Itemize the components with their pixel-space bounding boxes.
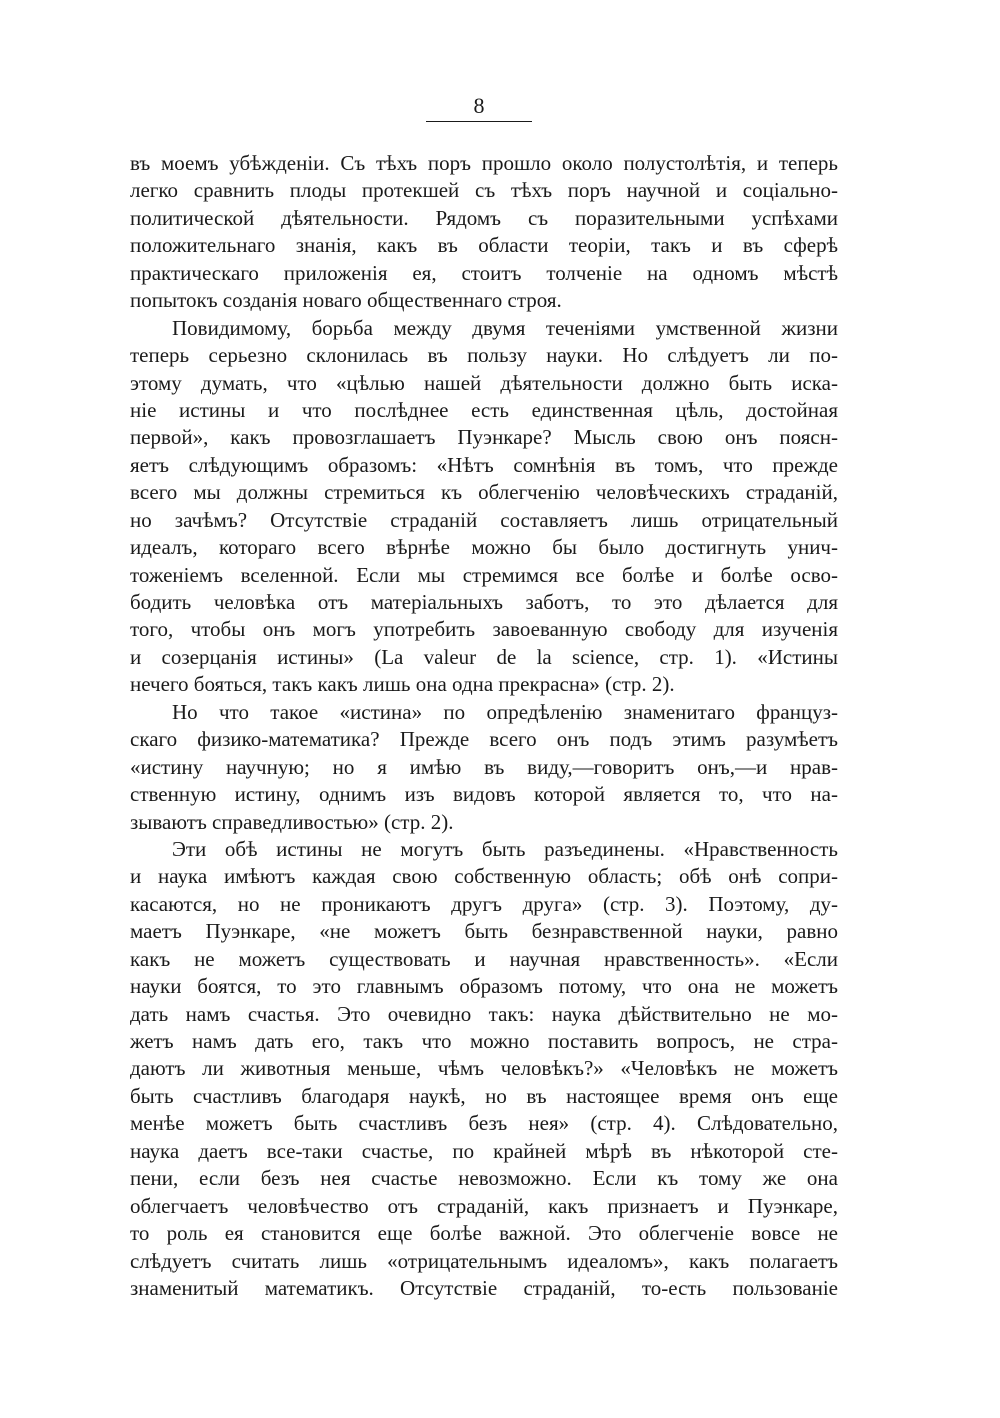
text-line: легко сравнить плоды протекшей съ тѣхъ поръ научной и соціально- bbox=[130, 178, 838, 203]
text-line: и созерцанія истины» (La valeur de la science, стр. 1). «Истины bbox=[130, 644, 838, 669]
text-line: то роль ея становится еще болѣе важной. Это облегченіе вовсе не bbox=[130, 1221, 838, 1246]
text-line: наука даетъ все-таки счастье, по крайней мѣрѣ въ нѣкоторой сте- bbox=[130, 1138, 838, 1163]
paragraph-start-line: Повидимому, борьба между двумя теченіями умственной жизни bbox=[172, 315, 838, 340]
text-line: но зачѣмъ? Отсутствіе страданій составляетъ лишь отрицательный bbox=[130, 507, 838, 532]
text-line: быть счастливъ благодаря наукѣ, но въ настоящее время онъ еще bbox=[130, 1083, 838, 1108]
text-line: облегчаетъ человѣчество отъ страданій, какъ признаетъ и Пуэнкаре, bbox=[130, 1193, 838, 1218]
text-line: тоженіемъ вселенной. Если мы стремимся все болѣе и болѣе осво- bbox=[130, 562, 838, 587]
text-line: идеалъ, котораго всего вѣрнѣе можно бы было достигнуть унич- bbox=[130, 535, 838, 560]
text-line: теперь серьезно склонилась въ пользу науки. Но слѣдуетъ ли по- bbox=[130, 343, 838, 368]
text-line: зываютъ справедливостью» (стр. 2). bbox=[130, 809, 454, 834]
text-line: этому думать, что «цѣлью нашей дѣятельности должно быть иска- bbox=[130, 370, 838, 395]
text-line: маетъ Пуэнкаре, «не можетъ быть безнравственной науки, равно bbox=[130, 919, 838, 944]
text-line: скаго физико-математика? Прежде всего онъ подъ этимъ разумѣетъ bbox=[130, 727, 838, 752]
text-line: политической дѣятельности. Рядомъ съ поразительными успѣхами bbox=[130, 205, 838, 230]
text-line: менѣе можетъ быть счастливъ безъ нея» (стр. 4). Слѣдовательно, bbox=[130, 1111, 838, 1136]
text-line: практическаго приложенія ея, стоитъ толченіе на одномъ мѣстѣ bbox=[130, 260, 838, 285]
text-line: всего мы должны стремиться къ облегченію человѣческихъ страданій, bbox=[130, 480, 838, 505]
text-line: въ моемъ убѣжденіи. Съ тѣхъ поръ прошло около полустолѣтія, и теперь bbox=[130, 151, 838, 175]
text-line: положительнаго знанія, какъ въ области теоріи, такъ и въ сферѣ bbox=[130, 233, 838, 258]
text-line: науки боятся, то это главнымъ образомъ потому, что она не можетъ bbox=[130, 974, 838, 999]
text-line: ственную истину, однимъ изъ видовъ которой является то, что на- bbox=[130, 782, 838, 807]
text-line: даютъ ли животныя меньше, чѣмъ человѣкъ?» «Человѣкъ не можетъ bbox=[130, 1056, 838, 1081]
text-line: какъ не можетъ существовать и научная нравственность». «Если bbox=[130, 946, 838, 971]
text-line: попытокъ созданія новаго общественнаго строя. bbox=[130, 288, 562, 313]
text-line: «истину научную; но я имѣю въ виду,—говоритъ онъ,—и нрав- bbox=[130, 754, 838, 779]
text-line: того, чтобы онъ могъ употребить завоеванную свободу для изученія bbox=[130, 617, 838, 642]
text-line: касаются, но не проникаютъ другъ друга» (стр. 3). Поэтому, ду- bbox=[130, 891, 838, 916]
text-line: ніе истины и что послѣднее есть единственная цѣль, достойная bbox=[130, 397, 838, 422]
paragraph-start-line: Эти обѣ истины не могутъ быть разъединены. «Нравственность bbox=[172, 836, 838, 861]
page-number: 8 bbox=[473, 93, 485, 118]
text-line: жетъ намъ дать его, такъ что можно поставить вопросъ, не стра- bbox=[130, 1029, 838, 1053]
header-rule bbox=[426, 121, 532, 122]
text-line: бодить человѣка отъ матеріальныхъ заботъ, то это дѣлается для bbox=[130, 590, 838, 614]
text-line: слѣдуетъ считать лишь «отрицательнымъ идеаломъ», какъ полагаетъ bbox=[130, 1248, 838, 1273]
text-line: нечего бояться, такъ какъ лишь она одна прекрасна» (стр. 2). bbox=[130, 672, 675, 697]
text-line: и наука имѣютъ каждая свою собственную область; обѣ онѣ сопри- bbox=[130, 864, 838, 889]
text-line: пени, если безъ нея счастье невозможно. Если къ тому же она bbox=[130, 1166, 838, 1191]
text-line: яетъ слѣдующимъ образомъ: «Нѣтъ сомнѣнія въ томъ, что прежде bbox=[130, 452, 838, 477]
paragraph-start-line: Но что такое «истина» по опредѣленію знаменитаго француз- bbox=[172, 699, 838, 724]
body-text bbox=[130, 150, 838, 1302]
text-line: первой», какъ провозглашаетъ Пуэнкаре? Мысль свою онъ поясн- bbox=[130, 425, 838, 450]
text-line: знаменитый математикъ. Отсутствіе страданій, то-есть пользованіе bbox=[130, 1275, 838, 1300]
text-line: дать намъ счастья. Это очевидно такъ: наука дѣйствительно не мо- bbox=[130, 1001, 838, 1026]
